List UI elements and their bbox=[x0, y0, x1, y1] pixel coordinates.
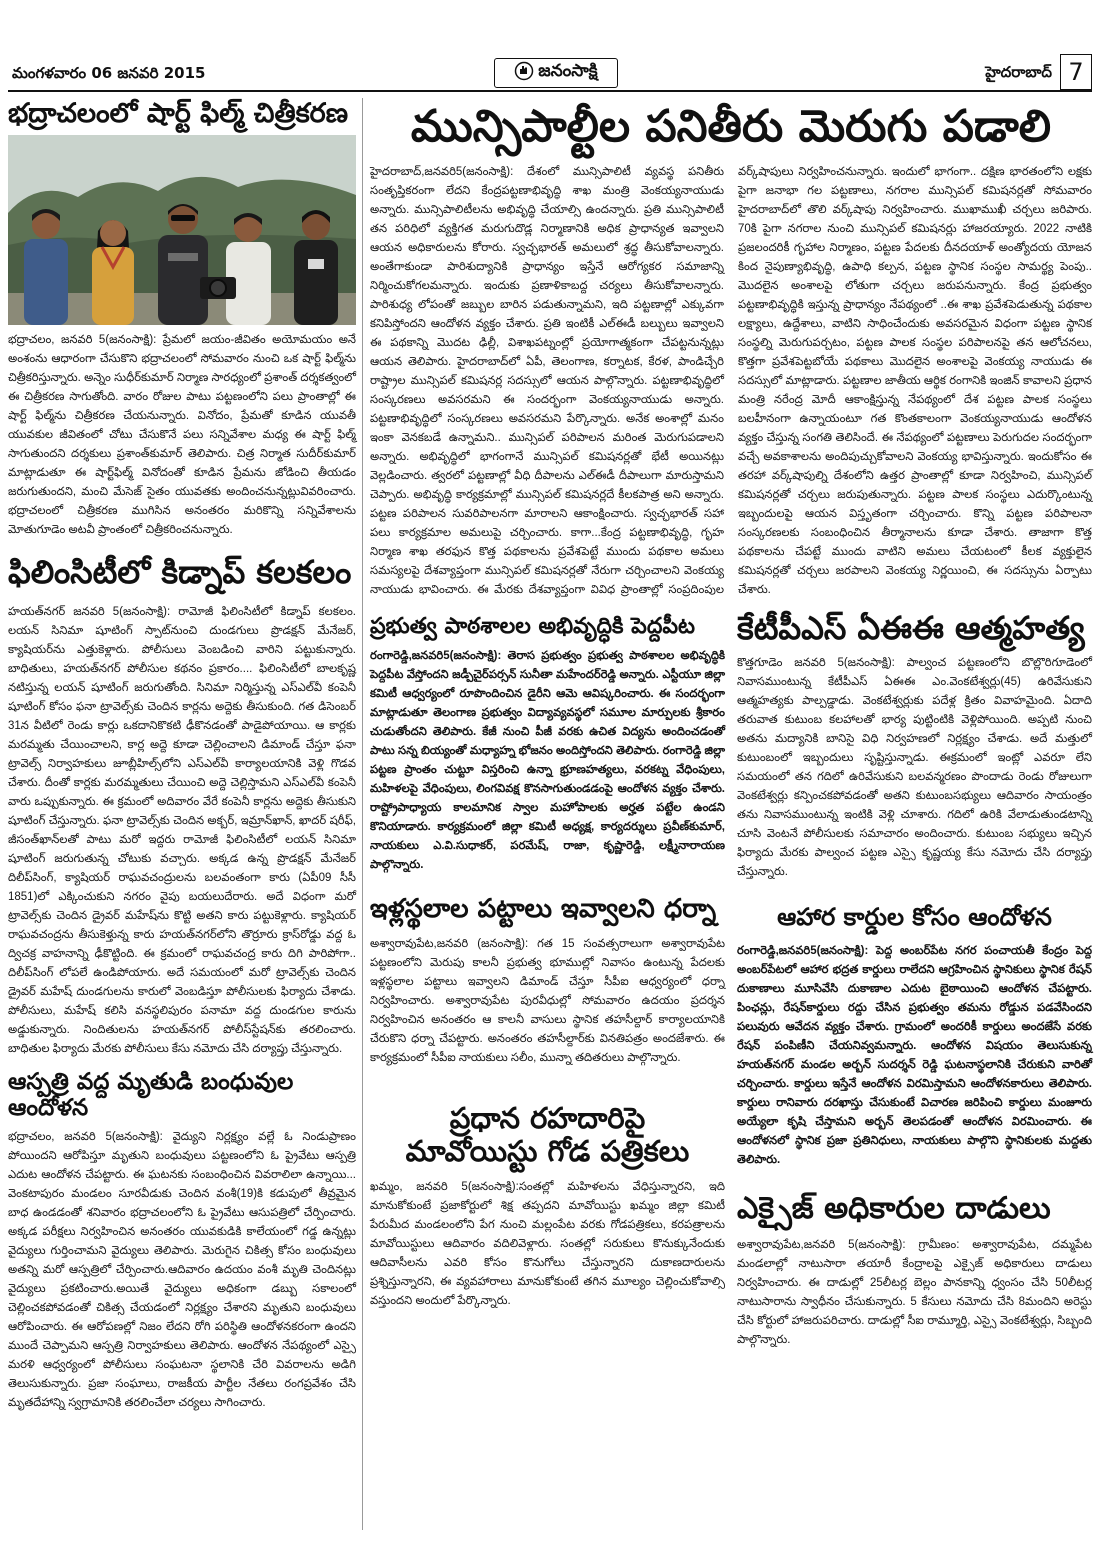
left-column bbox=[8, 98, 356, 1413]
logo-emblem-icon bbox=[514, 61, 534, 86]
person-2 bbox=[92, 220, 134, 325]
headline-excise: ఎక్సైజ్ అధికారుల దాడులు bbox=[737, 1190, 1051, 1226]
body-ktps: కొత్తగూడెం జనవరి 5(జనంసాక్షి): పాల్వంచ పట్టణంలోని బొల్లొరిగూడెంలో నివాసముంటున్న కేటీపీఎస్ ఏఈఈ ఎం.వెంకటేశ్వర్లు(45) ఉరివేసుకుని ఆత్మహత్యకు పాల్పడ్డాడు. వెంకటేశ్వర్లుకు పదేళ్ల క్రితం వివాహమైంది. ఏదాది తరువాత కుటుంబ కలహాలతో భార్య పుట్టింటికి వెళ్లిపోయింది. అప్పటి నుంచి అతను మద్యానికి బానిసై విధి నిర్వహణలో నిర్లక్ష్యం చేశాడు. అదే మత్తులో కుటుంబంలో ఇబ్బందులు సృష్టిస్తున్నాడు. ఈక్రమంలో ఇంట్లో ఎవరూ లేని సమయంలో తన గదిలో ఉరివేసుకుని బలవన్మరణం పొందాడు రెండు రోజులుగా వెంకటేశ్వర్లు కన్పించకపోవడంతో అతని కుటుంబసభ్యులు ఆదివారం సాయంత్రం తను నివాసముంటున్న ఇంటికి వెళ్లి చూశారు. గదిలో ఉరికి వేలాడుతుండటాన్ని చూసి వెంటనే పోలీసులకు సమాచారం అందించారు. కుటుంబ సభ్యులు ఇచ్చిన ఫిర్యాదు మేరకు పాల్వంచ పట్టణ ఎస్సై కృష్ణయ్య కేసు నమోదు చేసి దర్యాప్తు చేస్తున్నారు. bbox=[737, 657, 1092, 879]
photo-short-film-team bbox=[8, 135, 356, 325]
body-house-sites: అశ్వారావుపేట,జనవరి (జనంసాక్షి): గత 15 సంవత్సరాలుగా అశ్వారావుపేట పట్టణంలోని మెరుపు కాలనీ ప్రభుత్వ భూముల్లో నివాసం ఉంటున్న పేదలకు ఇళ్లస్థలాల పట్టాలు ఇవ్వాలని డిమాండ్ చేస్తూ సీపీఐ ఆధ్వర్యంలో ధర్నా నిర్వహించారు. అశ్వారావుపేట పురవీధుల్లో సోమవారం ఉదయం ప్రదర్శన నిర్వహించిన అనంతరం ఆ కాలనీ వాసులు స్థానిక తహసీల్దార్ కార్యాలయానికి చేరుకొని ధర్నా చేపట్టారు. అనంతరం తహసీల్దార్‌కు వినతిపత్రం అందజేశారు. ఈ కార్యక్రమంలో సీపీఐ నాయకులు సలీం, మున్నా తదితరులు పాల్గొన్నారు. bbox=[370, 937, 725, 1064]
body-municipal: హైదరాబాద్,జనవరి5(జనంసాక్షి): దేశంలో మున్సిపాలిటీ వ్యవస్థ పనితీరు సంతృప్తికరంగా లేదని కేంద్రపట్టణాభివృద్ధి శాఖ మంత్రి వెంకయ్యనాయుడు అన్నారు. మున్సిపాలిటీలను అభివృద్ధి చేయాల్సి ఉందన్నారు. ప్రతి మున్సిపాలిటీ తన పరిధిలో వ్యక్తిగత మరుగుదొడ్ల నిర్మాణానికి అధిక ప్రాధాన్యత ఇవ్వాలని ఆయన అధికారులను కోరారు. స్వచ్ఛభారత్ అమలులో శ్రద్ధ తీసుకోవాలన్నారు. అంతేగాకుండా పారిశుద్యానికి ప్రాధాన్యం ఇస్తేనే ఆరోగ్యకర సమాజాన్ని నిర్మించుకోగలమన్నారు. ఇందుకు ప్రణాళికాబద్ద చర్యలు తీసుకోవాలన్నారు. పారిశుధ్య లోపంతో జబ్బుల బారిన పడుతున్నామని, ఇది పట్టణాల్లో ఎక్కువగా కనిపిస్తోందని ఆందోళన వ్యక్తం చేశారు. ప్రతి ఇంటికీ ఎల్‌ఈడీ బల్బులు ఇవ్వాలని ఈ పథకాన్ని మొదట ఢిల్లీ, విశాఖపట్నంల్లో ప్రయోగాత్మకంగా చేపట్టనున్నట్లు ఆయన తెలిపారు. హైదరాబాద్‌లో ఏపీ, తెలంగాణ, కర్నాటక, కేరళ, పాండిచ్చేరి రాష్ట్రాల మున్సిపల్ కమిషనర్ల సదస్సులో ఆయన పాల్గొన్నారు. పట్టణాభివృద్ధిలో సంస్కరణలు అవసరమని ఈ సందర్భంగా వెంకయ్యనాయుడు అన్నారు. పట్టణాభివృద్ధిలో సంస్కరణలు అవసరమని పేర్కొన్నారు. అనేక అంశాల్లో మనం ఇంకా వెనకబడే ఉన్నామని.. మున్సిపల్ పరిపాలన మరింత మెరుగుపడాలని అన్నారు. అభివృద్ధిలో భాగంగానే మున్సిపల్ కమిషనర్లతో భేటీ అయినట్లు వెల్లడించారు. త్వరలో పట్టణాల్లో వీధి దీపాలను ఎల్‌ఈడీ దీపాలుగా మారుస్తామని చెప్పారు. అభివృద్ధి కార్యక్రమాల్లో మున్సిపల్ కమిషనర్లదే కీలకపాత్ర అని అన్నారు. పట్టణ పరిపాలన సువరిపాలనగా మారాలని ఆకాంక్షించారు. స్వచ్ఛభారత్ సహా పలు కార్యక్రమాల అమలుపై చర్చించారు. కాగా...కేంద్ర పట్టణాభివృద్ధి, గృహ నిర్మాణ శాఖ తరఫున కొత్త పథకాలను ప్రవేశపెట్టే ముందు పథకాల అమలు సమస్యలపై దేశవ్యాప్తంగా మున్సిపల్ కమిషనర్లతో నేరుగా చర్చించాలని వెంకయ్య నాయుడు భావించారు. ఈ మేరకు దేశవ్యాప్తంగా వివిధ ప్రాంతాల్లో సంప్రదింపుల వర్క్‌షాపులు నిర్వహించనున్నారు. ఇందులో భాగంగా.. దక్షిణ భారతంలోని లక్షకు పైగా జనాభా గల పట్టణాలు, నగరాల మున్సిపల్ కమిషనర్లతో సోమవారం హైదరాబాద్‌లో తొలి వర్క్‌షాపు నిర్వహించారు. ముఖాముఖీ చర్చలు జరిపారు. 70కి పైగా నగరాల నుంచి మున్సిపల్ కమిషనర్లు హాజరయ్యారు. 2022 నాటికి ప్రజలందరికీ గృహాల నిర్మాణం, పట్టణ పేదలకు దీనదయాళ్ అంత్యోదయ యోజన కింద నైపుణ్యాభివృద్ధి, ఉపాధి కల్పన, పట్టణ స్థానిక సంస్థల సామర్థ్య పెంపు.. మొదలైన అంశాలపై లోతుగా చర్చలు జరుపనున్నారు. కేంద్ర ప్రభుత్వం పట్టణాభివృద్ధికి ఇస్తున్న ప్రాధాన్యం నేపథ్యంలో ..ఈ శాఖ ప్రవేశపెడుతున్న పథకాల లక్ష్యాలు, ఉద్దేశాలు, వాటిని సాధించేందుకు అవసరమైన విధంగా పట్టణ స్థానిక సంస్థల్ని మెరుగుపర్చటం, పట్టణ పాలక సంస్థల పరిపాలనపై తన ఆలోచనలు, కొత్తగా ప్రవేశపెట్టబోయే పథకాలు మొదలైన అంశాలపై వెంకయ్య నాయుడు ఈ సదస్సులో మాట్లాడారు. పట్టణాల జాతీయ ఆర్థిక రంగానికి ఇంజిన్ కావాలని ప్రధాన మంత్రి నరేంద్ర మోదీ ఆకాంక్షిస్తున్న నేపథ్యంలో దేశ పట్టణ పాలక సంస్థలు బలహీనంగా ఉన్నాయంటూ గత కొంతకాలంగా వెంకయ్యనాయుడు ఆందోళన వ్యక్తం చేస్తున్న సంగతి తెలిసిందే. ఈ నేపథ్యంలో పట్టణాలు పెరుగుదల సందర్భంగా వచ్చే అవకాశాలను అందిపుచ్చుకోవాలని వెంకయ్య భావిస్తున్నారు. ఇందుకోసం ఈ తరహా వర్క్‌షాపుల్ని దేశంలోని ఉత్తర ప్రాంతాల్లో కూడా నిర్వహించి, మున్సిపల్ కమిషనర్లతో చర్చలు జరుపుతున్నారు. పట్టణ పాలక సంస్థలు ఎదుర్కొంటున్న ఇబ్బందులపై ఆయన విస్తృతంగా చర్చించారు. కొన్ని పట్టణ పరిపాలనా సంస్కరణలకు సంబంధించిన తీర్మానాలను కూడా చేశారు. తాజాగా కొత్త పథకాలను చేపట్టే ముందు వాటిని అమలు చేయటంలో కీలక వ్యక్తులైన కమిషనర్లతో చర్చలు జరపాలని వెంకయ్య నిర్ణయించి, ఈ సదస్సును ఏర్పాటు చేశారు. bbox=[370, 165, 1092, 596]
headline-schools: ప్రభుత్వ పాఠశాలల అభివృద్ధికి పెద్దపీట bbox=[370, 613, 695, 639]
article-maoist bbox=[370, 1102, 725, 1312]
headline-ktps: కేటీపీఎస్ ఏఈఈ ఆత్మహత్య bbox=[737, 608, 1085, 647]
headline-kidnap: ఫిలింసిటీలో కిడ్నాప్ కలకలం bbox=[8, 553, 352, 592]
article-ktps bbox=[737, 610, 1092, 883]
newspaper-logo bbox=[494, 58, 618, 88]
page-number: 7 bbox=[1060, 54, 1092, 90]
lower-right-column bbox=[737, 610, 1092, 1351]
issue-date: మంగళవారం 06 జనవరి 2015 bbox=[12, 64, 206, 82]
logo-text: జనంసాక్షి bbox=[538, 61, 598, 81]
article-food-cards bbox=[737, 904, 1092, 1170]
article-municipal bbox=[370, 98, 1092, 600]
lower-middle-column bbox=[370, 610, 725, 1351]
body-maoist: ఖమ్మం, జనవరి 5(జనంసాక్షి):సంతల్లో మహిళలను వేధిస్తున్నారని, ఇది మానుకోకుంటే ప్రజాకోర్టులో శిక్ష తప్పదని మావోయిస్టు ఖమ్మం జిల్లా కమిటీ పేరుమీద మండలంలోని పేగ నుంచి మల్లంపేట వరకు గోడపత్రికలు, కరపత్రాలను మావోయిస్టులు ఆదివారం వదిలివెళ్లారు. సంతల్లో సరుకులు కొనుక్కునేందుకు ఆదివాసీలను ఎవరి కోసం కొనుగోలు చేస్తున్నారని దుకాణదారులను ప్రశ్నిస్తున్నారని, ఈ వ్యవహారాలు మానుకోకుంటే తగిన మూల్యం చెల్లించుకోవాల్సి వస్తుందని అందులో పేర్కొన్నారు. bbox=[370, 1181, 725, 1308]
article-hospital bbox=[8, 1069, 356, 1413]
camera-icon bbox=[200, 277, 236, 299]
headline-municipal: మున్సిపాల్టీల పనితీరు మెరుగు పడాలి bbox=[410, 101, 1052, 152]
article-kidnap bbox=[8, 554, 356, 1059]
body-kidnap: హయత్‌నగర్ జనవరి 5(జనంసాక్షి): రామోజీ ఫిలింసిటీలో కిడ్నాప్ కలకలం. లయన్ సినిమా షూటింగ్ స్పాట్‌నుంచి దుండగులు ప్రొడక్షన్ మేనేజర్, క్యాషియర్‌ను ఎత్తుకెళ్లారు. పోలీసులు వెంబడించి వారిని పట్టుకున్నారు. బాధితులు, హయత్‌నగర్ పోలీసుల కథనం ప్రకారం.... ఫిలింసిటీలో బాలకృష్ణ నటిస్తున్న లయన్ షూటింగ్ జరుగుతోంది. సినిమా నిర్మిస్తున్న ఎస్‌ఎల్‌వీ కంపెనీ షూటింగ్ కోసం ఫనా ట్రావెల్స్‌కు చెందిన కార్లను అద్దెకు తీసుకుంది. గత డిసెంబర్ 31న వీటిలో రెండు కార్లు ఒకదానికొకటి ఢీకొనడంతో పాడైపోయాయి. ఆ కార్లకు మరమ్మతు చేయించాలని, కార్ల అద్దె కూడా చెల్లించాలని డిమాండ్ చేస్తూ ఫనా ట్రావెల్స్ నిర్వాహకులు జూబ్లీహిల్స్‌లోని ఎస్‌ఎల్‌వీ కార్యాలయానికి వెళ్లి గొడవ చేశారు. దీంతో కార్లకు మరమ్మతులు చేయించి అద్దె చెల్లిస్తామని ఎస్‌ఎల్‌వీ కంపెనీ వారు ఒప్పుకున్నారు. ఈ క్రమంలో అదివారం వేరే కంపెనీ కార్లను అద్దెకు తీసుకుని షూటింగ్ చేస్తున్నారు. ఫనా ట్రావెల్స్‌కు చెందిన అక్బర్, ఇమ్రాన్‌ఖాన్, ఖాదర్ షరీఫ్, జీసంత్‌ఖాన్‌లతో పాటు మరో ఇద్దరు రామోజీ ఫిలింసిటీలో లయన్ సినిమా షూటింగ్ జరుగుతున్న చోటుకు వచ్చారు. అక్కడ ఉన్న ప్రొడక్షన్ మేనేజర్ దిలీప్‌సింగ్, క్యాషియర్ రాఘవచంద్రులను బలవంతంగా కారు (ఏపీ09 సీసీ 1851)లో ఎక్కించుకుని నగరం వైపు బయలుదేరారు. అదే విధంగా మరో ట్రావెల్స్‌కు చెందిన డ్రైవర్ మహేష్‌ను కొట్టి అతని కారు పట్టుకెళ్లారు. క్యాషియర్ రాఘవచంద్రను తీసుకెళ్తున్న కారు హయత్‌నగర్‌లోని తొర్రూరు క్రాస్‌రోడ్డు వద్ద ఓ ద్విచక్ర వాహనాన్ని ఢీకొట్టింది. ఈ క్రమంలో రాఘవచంద్ర కారు దిగి పారిపోగా.. దిలీప్‌సింగ్ లోపలే ఉండిపోయారు. అదే సమయంలో మరో ట్రావెల్స్‌కు చెందిన డ్రైవర్ మహేష్ దుండగులను కారులో వెంబడిస్తూ పోలీసులకు ఫిర్యాదు చేశాడు. పోలీసులు, మహేష్ కలిసి వనస్థలిపురం పనామా వద్ద దుండగుల కారును అడ్డుకున్నారు. నిందితులను హయత్‌నగర్ పోలీస్‌స్టేషన్‌కు తరలించారు. బాధితుల ఫిర్యాదు మేరకు పోలీసులు కేసు నమోదు చేసి దర్యాప్తు చేస్తున్నారు. bbox=[8, 605, 356, 1055]
body-excise: అశ్వారావుపేట,జనవరి 5(జనంసాక్షి): గ్రామీణం: అశ్వారావుపేట, దమ్మపేట మండలాల్లో నాటుసారా తయారీ కేంద్రాలపై ఎక్సైజ్ అధికారులు దాడులు నిర్వహించారు. ఈ దాడుల్లో 25లీటర్ల బెల్లం పానకాన్ని ధ్వంసం చేసి 50లీటర్ల నాటుసారాను స్వాధీనం చేసుకున్నారు. 5 కేసులు నమోదు చేసి 8మందిని అరెస్టు చేసి కోర్టులో హాజరుపరిచారు. దాడుల్లో సీఐ రామ్మూర్తి, ఎస్సై వెంకటేశ్వర్లు, సిబ్బంది పాల్గొన్నారు. bbox=[737, 1239, 1092, 1347]
body-food-cards: రంగారెడ్డి,జనవరి5(జనంసాక్షి): పెద్ద అంబర్‌పేట నగర పంచాయతీ కేంద్రం పెద్ద అంబర్‌పేటలో ఆహార భద్రత కార్డులు రాలేదని ఆగ్రహించిన స్థానికులు స్థానిక రేషన్ దుకాణాలు మూసివేసి దుకాణాల ఎదుట బైఠాయించి ఆందోళన చేపట్టారు. పింఛన్లు, రేషన్‌కార్డులు రద్దు చేసిన ప్రభుత్వం తమను రోడ్డున పడవేసిందని పలువురు ఆవేదన వ్యక్తం చేశారు. గ్రామంలో అందరికీ కార్డులు అందజేసే వరకు రేషన్ పంపిణీని చేయనివ్వమన్నారు. ఆందోళన విషయం తెలుసుకున్న హయత్‌నగర్ మండల అర్బన్ సుదర్శన్ రెడ్డి ఘటనాస్థలానికి చేరుకుని వారితో చర్చించారు. కార్డులు ఇస్తేనే ఆందోళన విరమిస్తామని ఆందోళనకారులు తెలిపారు. కార్డులు రానివారు దరఖాస్తు చేసుకుంటే విచారణ జరిపించి కార్డులు మంజూరు అయ్యేలా కృషి చేస్తామని అర్బన్ తెలపడంతో ఆందోళన విరమించారు. ఈ ఆందోళనలో స్థానిక ప్రజా ప్రతినిధులు, నాయకులు పాల్గొని స్థానికులకు మద్దతు తెలిపారు. bbox=[737, 944, 1092, 1166]
body-hospital: భద్రాచలం, జనవరి 5(జనంసాక్షి): వైద్యుని నిర్లక్ష్యం వల్లే ఓ నిండుప్రాణం పోయిందని ఆరోపిస్తూ మృతుని బంధువులు పట్టణంలోని ఓ ప్రైవేటు ఆస్పత్రి ఎదుట ఆందోళన చేపట్టారు. ఈ ఘటనకు సంబంధించిన వివరాలిలా ఉన్నాయి... వెంకటాపురం మండలం సూరవీడుకు చెందిన వంశీ(19)కి కడుపులో తీవ్రమైన బాధ ఉండడంతో శనివారం భద్రాచలంలోని ఓ ప్రైవేటు ఆసుపత్రిలో చేర్పించారు. అక్కడ పరీక్షలు నిర్వహించిన అనంతరం యువకుడికి కాలేయంలో గడ్డ ఉన్నట్లు వైద్యులు గుర్తించామని వైద్యులు తెలిపారు. మెరుగైన చికిత్స కోసం బంధువులు అతన్ని మరో ఆస్పత్రిలో చేర్పించారు.ఆదివారం ఉదయం వంశీ మృతి చెందినట్లు వైద్యులు ప్రకటించారు.అయితే వైద్యులు అధికంగా డబ్బు సకాలంలో చెల్లించకపోవడంతో చికిత్స చేయడంలో నిర్లక్ష్యం చేశారని మృతుని బంధువులు ఆరోపించారు. ఈ ఆరోపణల్లో నిజం లేదని రోగి పరిస్థితి ఆందోళనకరంగా ఉందని ముందే చెప్పామని ఆస్పత్రి నిర్వాహకులు తెలిపారు. ఆందోళన నేపథ్యంలో ఎస్సై మరళి ఆధ్వర్యంలో పోలీసులు సంఘటనా స్థలానికి చేరి వివరాలను అడిగి తెలుసుకున్నారు. ప్రజా సంఘాలు, రాజకీయ పార్టీల నేతలు రంగప్రవేశం చేసి మృతదేహాన్ని స్వగ్రామానికి తరలించేలా చర్యలు సాగించారు. bbox=[8, 1130, 356, 1409]
body-short-film: భద్రాచలం, జనవరి 5(జనంసాక్షి): ప్రేమలో జయం-జీవితం అయోమయం అనే అంశంను ఆధారంగా చేసుకొని భద్రాచలంలో సోమవారం నుంచి ఒక షార్ట్ ఫిల్మ్‌ను చిత్రీకరిస్తున్నారు. అన్నెం సుధీర్‌కుమార్ నిర్మాణ సారధ్యంలో ప్రశాంత్ దర్శకత్వంలో ఈ చిత్రీకరణ సాగుతోంది. వారం రోజుల పాటు పట్టణంలోని పలు ప్రాంతాల్లో ఈ షార్ట్ ఫిల్మ్‌ను చిత్రీకరణ చేయనున్నారు. వినోదం, ప్రేమతో కూడిన యువతీ యువకుల జీవితంలో చోటు చేసుకొనే పలు సన్నివేశాల మధ్య ఈ షార్ట్ ఫిల్మ్ సాగుతుందని దర్శకులు ప్రశాంత్‌కుమార్ తెలిపారు. చిత్ర నిర్మాత సుదీర్‌కుమార్ మాట్లాడుతూ ఈ షార్ట్‌ఫిల్మ్ వినోదంతో కూడిన ప్రేమను జోడించి తీయడం జరుగుతుందని, మంచి మేసెజ్ సైతం యువతకు అందించనున్నట్లువివరించారు. భద్రాచలంలో చిత్రీకరణ ముగిసిన అనంతరం మరికొన్ని సన్నివేశాలను మోతుగూడెం అటవీ ప్రాంతంలో చిత్రీకరించనున్నారు. bbox=[8, 334, 356, 537]
right-region bbox=[370, 98, 1092, 1350]
column-divider bbox=[362, 98, 363, 1530]
article-short-film bbox=[8, 98, 356, 540]
headline-house-sites: ఇళ్లస్థలాల పట్టాలు ఇవ్వాలని ధర్నా bbox=[370, 893, 717, 924]
edition-city: హైదరాబాద్ bbox=[985, 63, 1052, 81]
lower-grid bbox=[370, 610, 1092, 1351]
article-excise bbox=[737, 1192, 1092, 1351]
headline-maoist-line-2: మావోయిస్టు గోడ పత్రికలు bbox=[405, 1134, 690, 1169]
headline-food-cards: ఆహార కార్డుల కోసం ఆందోళన bbox=[777, 903, 1052, 932]
headline-hospital: ఆస్పత్రి వద్ద మృతుడి బంధువుల ఆందోళన bbox=[8, 1068, 294, 1122]
body-schools: రంగారెడ్డి,జనవరి5(జనంసాక్షి): తెరాస ప్రభుత్వం ప్రభుత్వ పాఠశాలల అభివృద్ధికి పెద్దపీట వేస్తోందని జడ్పీచైర్‌పర్సన్ సునీతా మహేందర్‌రెడ్డి అన్నారు. ఎస్టీయూ జిల్లా కమిటీ ఆధ్వర్యంలో రూపొందించిన డైరీని ఆమె ఆవిష్కరించారు. ఈ సందర్భంగా మాట్లాడుతూ తెలంగాణ ప్రభుత్వం విద్యావ్యవస్థలో సమూల మార్పులకు శ్రీకారం చుడుతోందని తెలిపారు. కేజీ నుంచి పీజీ వరకు ఉచిత విద్యను అందించడంతో పాటు సన్న బియ్యంతో మధ్యాహ్న భోజనం అందిస్తోందని తెలిపారు. రంగారెడ్డి జిల్లా పట్టణ ప్రాంతం చుట్టూ విస్తరించి ఉన్నా భ్రూణహత్యలు, వరకట్న వేధింపులు, మహిళలపై వేధింపులు, లింగవివక్ష కొనసాగుతుండడంపై ఆందోళన వ్యక్తం చేశారు. రాష్ట్రోపాధ్యాయ కాలమానిక స్వాల మహోపాలకు అర్హత పట్టేల ఉండని కొనియాడారు. కార్యక్రమంలో జిల్లా కమిటీ అధ్యక్ష, కార్యదర్శులు ప్రవీణ్‌కుమార్, నాయకులు ఎ.వి.సుధాకర్, పరమేష్, రాజా, కృష్ణారెడ్డి, లక్ష్మీనారాయణ పాల్గొన్నారు. bbox=[370, 649, 725, 871]
article-schools bbox=[370, 610, 725, 875]
headline-maoist bbox=[370, 1102, 725, 1169]
article-house-sites bbox=[370, 895, 725, 1068]
headline-short-film: భద్రాచలంలో షార్ట్ ఫిల్మ్ చిత్రీకరణ bbox=[8, 98, 348, 129]
headline-maoist-line-1: ప్రధాన రహదారిపై bbox=[449, 1100, 646, 1135]
masthead bbox=[8, 56, 1092, 92]
